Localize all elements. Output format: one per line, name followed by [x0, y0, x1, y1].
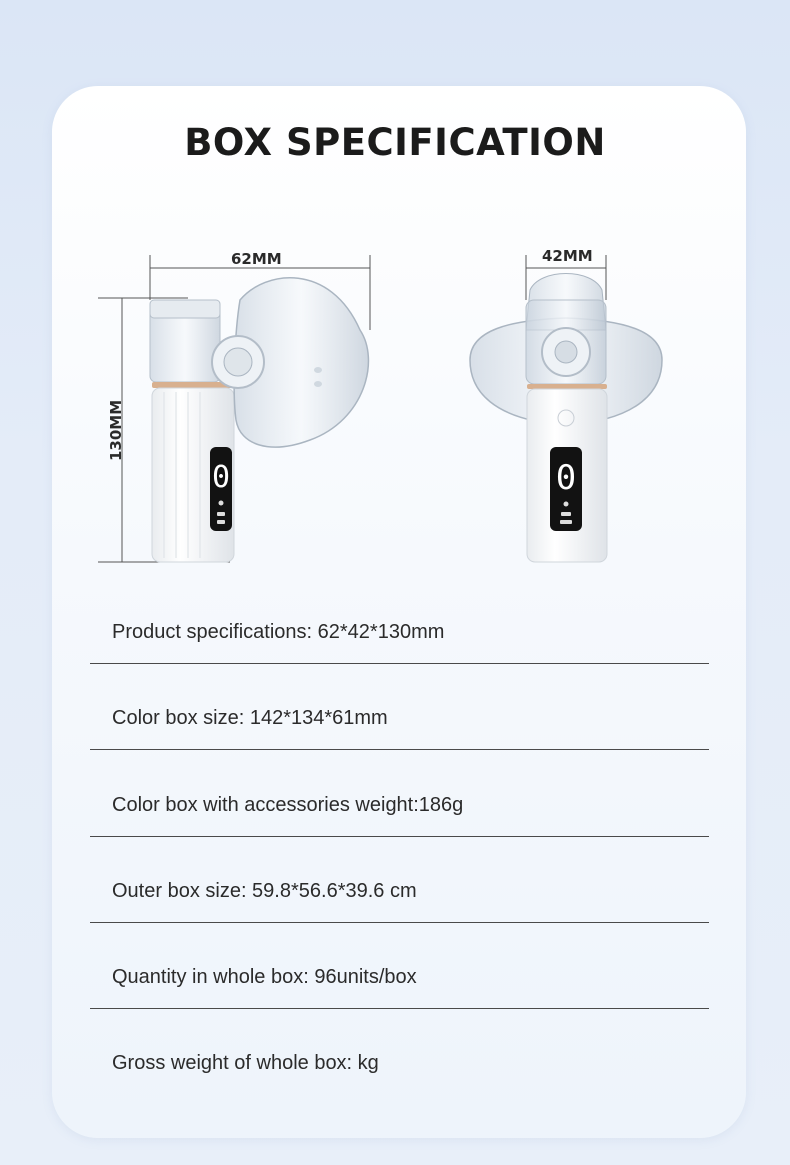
depth-dimension-label: 42MM — [542, 247, 593, 265]
spec-text: Gross weight of whole box: kg — [112, 1052, 379, 1074]
spec-row — [90, 1008, 709, 1094]
spec-row — [90, 577, 709, 664]
spec-row — [90, 750, 709, 837]
spec-text: Quantity in whole box: 96units/box — [112, 966, 417, 988]
spec-row — [90, 922, 709, 1009]
device-side-view — [150, 278, 368, 562]
display-digit-front: 0 — [555, 458, 577, 498]
device-front-view — [470, 274, 662, 563]
spec-text: Color box size: 142*134*61mm — [112, 707, 388, 729]
spec-text: Color box with accessories weight:186g — [112, 794, 464, 816]
spec-text: Outer box size: 59.8*56.6*39.6 cm — [112, 880, 417, 902]
height-dimension-label: 130MM — [107, 399, 125, 461]
spec-row — [90, 663, 709, 750]
page-title: BOX SPECIFICATION — [184, 121, 606, 164]
width-dimension-label: 62MM — [231, 250, 282, 268]
display-digit: 0 — [211, 460, 231, 495]
spec-text: Product specifications: 62*42*130mm — [112, 621, 445, 643]
spec-row — [90, 836, 709, 923]
